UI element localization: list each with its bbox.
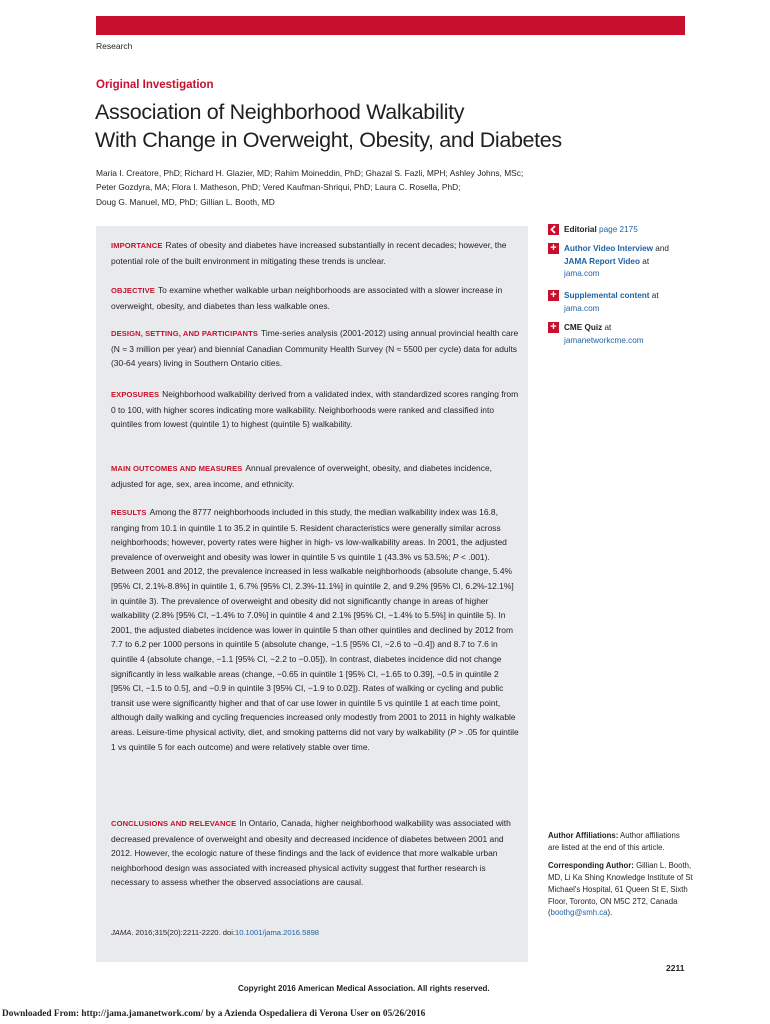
section-text: To examine whether walkable urban neighborhoods are associated with a slower increase in overweight, obesity, and diabetes than less walkable ones.	[111, 285, 503, 311]
author-list	[96, 166, 566, 209]
section-text: < .001). Between 2001 and 2012, the prevalence increased in less walkable neighborhoods (absolute change, 5.4% [95% CI, 2.1%-8.8%] in quintile 1, 6.7% [95% CI, 2.3%-11.1%] in quintile 2, and 9.2% [95% CI, 6.2%-12.1%] in quintile 3). The prevalence of overweight and obesity did not significantly change in areas of higher walkability (2.8% [95% CI, −1.4% to 7.0%] in quintile 4 and 2.1% [95% CI, −1.4% to 5.5%] in quintile 5). In 2001, the adjusted diabetes incidence was lower in quintile 5 than other quintiles and declined by 2012 from 7.7 to 6.2 per 1000 persons in quintile 5 (absolute change, −1.5 [95% CI, −2.6 to −0.4]) and 8.7 to 7.6 in quintile 4 (absolute change, −1.1 [95% CI, −2.2 to −0.05]). In contrast, diabetes incidence did not change significantly in less walkable areas (change, −0.65 in quintile 1 [95% CI, −1.65 to 0.39], −0.5 in quintile 2 [95% CI, −1.5 to 0.5], and −0.9 in quintile 3 [95% CI, −1.9 to 0.02]). Rates of walking or cycling and public transit use were significantly higher and that of car use lower in quintile 5 vs quintile 1 at each time point, although daily walking and cycling frequencies increased only modestly from 2001 to 2011 in highly walkable areas. Leisure-time physical activity, diet, and smoking patterns did not vary by walkability (	[111, 551, 516, 737]
author-line: Peter Gozdyra, MA; Flora I. Matheson, PhD; Vered Kaufman-Shriqui, PhD; Laura C. Rosella, PhD;	[96, 182, 461, 193]
abstract-design	[111, 326, 519, 371]
section-heading: DESIGN, SETTING, AND PARTICIPANTS	[111, 329, 259, 338]
section-text: Neighborhood walkability derived from a validated index, with standardized scores ranging from 0 to 100, with higher scores indicating more walkability. Neighborhoods were ranked and classified into quintiles from lowest (quintile 1) to highest (quintile 5) walkability.	[111, 389, 519, 430]
affiliations-label: Author Affiliations:	[548, 831, 619, 840]
abstract-conclusions	[111, 816, 519, 890]
author-line: Maria I. Creatore, PhD; Richard H. Glazier, MD; Rahim Moineddin, PhD; Ghazal S. Fazli, MPH; Ashley Johns, MSc;	[96, 168, 524, 178]
section-text: Time-series analysis (2001-2012) using annual provincial health care (N ≈ 3 million per year) and biennial Canadian Community Health Survey (N ≈ 5500 per cycle) data for adults (30-64 years) living in Southern Ontario cities.	[111, 328, 519, 369]
abstract-outcomes	[111, 461, 519, 491]
author-affiliations	[548, 830, 693, 919]
abstract-results	[111, 505, 519, 754]
sidebar-editorial[interactable]	[548, 224, 698, 238]
corresponding-text: Gillian L. Booth, MD, Li Ka Shing Knowledge Institute of St Michael's Hospital, 61 Queen St E, Sixth Floor, Toronto, ON M5C 2T2, Canada (	[548, 861, 693, 918]
copyright-notice: Copyright 2016 American Medical Association. All rights reserved.	[238, 984, 490, 993]
conjunction: at	[602, 323, 612, 332]
abstract-importance	[111, 238, 519, 268]
conjunction: at	[649, 291, 659, 300]
section-text: In Ontario, Canada, higher neighborhood walkability was associated with decreased prevalence of overweight and obesity and decreased incidence of diabetes between 2001 and 2012. However, the ecologic nature of these findings and the lack of evidence that more walkable urban neighborhood design was associated with increased physical activity suggest that further research is necessary to assess whether the observed associations are causal.	[111, 818, 511, 888]
section-heading: MAIN OUTCOMES AND MEASURES	[111, 464, 243, 473]
section-heading: RESULTS	[111, 508, 147, 517]
author-line: Doug G. Manuel, MD, PhD; Gillian L. Booth, MD	[96, 196, 275, 207]
title-line: Association of Neighborhood Walkability	[95, 100, 465, 124]
doi-link[interactable]: 10.1001/jama.2016.5898	[235, 928, 320, 937]
section-text: Annual prevalence of overweight, obesity, and diabetes incidence, adjusted for age, sex, area income, and ethnicity.	[111, 463, 492, 489]
section-heading: OBJECTIVE	[111, 286, 155, 295]
affiliations-text: Author affiliations are listed at the end of this article.	[548, 831, 680, 852]
sidebar-supplemental[interactable]	[548, 290, 698, 318]
page-number: 2211	[666, 963, 685, 973]
section-label: Research	[96, 41, 133, 51]
email-link[interactable]: boothg@smh.ca	[550, 908, 608, 918]
p-value-italic: P	[450, 726, 457, 737]
video-link[interactable]: Author Video Interview	[564, 244, 654, 253]
sidebar-video[interactable]	[548, 243, 698, 283]
section-text: Among the 8777 neighborhoods included in this study, the median walkability index was 16.8, ranging from 10.1 in quintile 1 to 35.2 in quintile 5. Resident characteristics were generally similar across neighborhoods; however, poverty rates were higher in high- vs low-walkability areas. In 2001, the adjusted prevalence of overweight and obesity was lower in quintile 5 vs quintile 1 (43.3% vs 53.5%;	[111, 507, 507, 562]
header-red-bar	[96, 16, 685, 35]
plus-icon: +	[548, 322, 559, 333]
jama-link[interactable]: jama.com	[564, 269, 600, 278]
citation	[111, 928, 319, 937]
article-title	[95, 98, 655, 154]
abstract-exposures	[111, 387, 519, 432]
section-heading: IMPORTANCE	[111, 241, 163, 250]
journal-name: JAMA	[111, 928, 132, 937]
plus-icon: +	[548, 243, 559, 254]
editorial-link[interactable]: page 2175	[599, 225, 638, 234]
article-type: Original Investigation	[96, 79, 214, 91]
supplemental-link[interactable]: Supplemental content	[564, 291, 650, 300]
arrow-left-icon	[548, 224, 559, 235]
abstract-objective	[111, 283, 519, 313]
cme-link[interactable]: jamanetworkcme.com	[564, 335, 644, 345]
cme-label: CME Quiz	[564, 323, 603, 332]
section-heading: EXPOSURES	[111, 390, 160, 399]
plus-icon: +	[548, 290, 559, 301]
conjunction: and	[653, 244, 669, 253]
report-video-link[interactable]: JAMA Report Video	[564, 256, 640, 266]
download-notice: Downloaded From: http://jama.jamanetwork.com/ by a Azienda Ospedaliera di Verona User on 05/26/2016	[2, 1009, 426, 1019]
corresponding-close: ).	[607, 908, 613, 918]
editorial-label: Editorial	[564, 225, 597, 234]
section-text: Rates of obesity and diabetes have increased substantially in recent decades; however, the potential role of the built environment in mitigating these trends is unclear.	[111, 240, 507, 266]
title-line: With Change in Overweight, Obesity, and Diabetes	[95, 128, 562, 152]
section-heading: CONCLUSIONS AND RELEVANCE	[111, 819, 237, 828]
section-text: > .05 for quintile 1 vs quintile 5 for each outcome) and were relatively stable over time.	[111, 726, 519, 752]
conjunction: at	[639, 256, 650, 266]
sidebar-cme[interactable]	[548, 322, 698, 350]
citation-ref: . 2016;315(20):2211-2220. doi:	[131, 928, 235, 937]
corresponding-label: Corresponding Author:	[548, 861, 634, 871]
p-value-italic: P	[452, 551, 459, 562]
jama-link[interactable]: jama.com	[564, 303, 600, 313]
